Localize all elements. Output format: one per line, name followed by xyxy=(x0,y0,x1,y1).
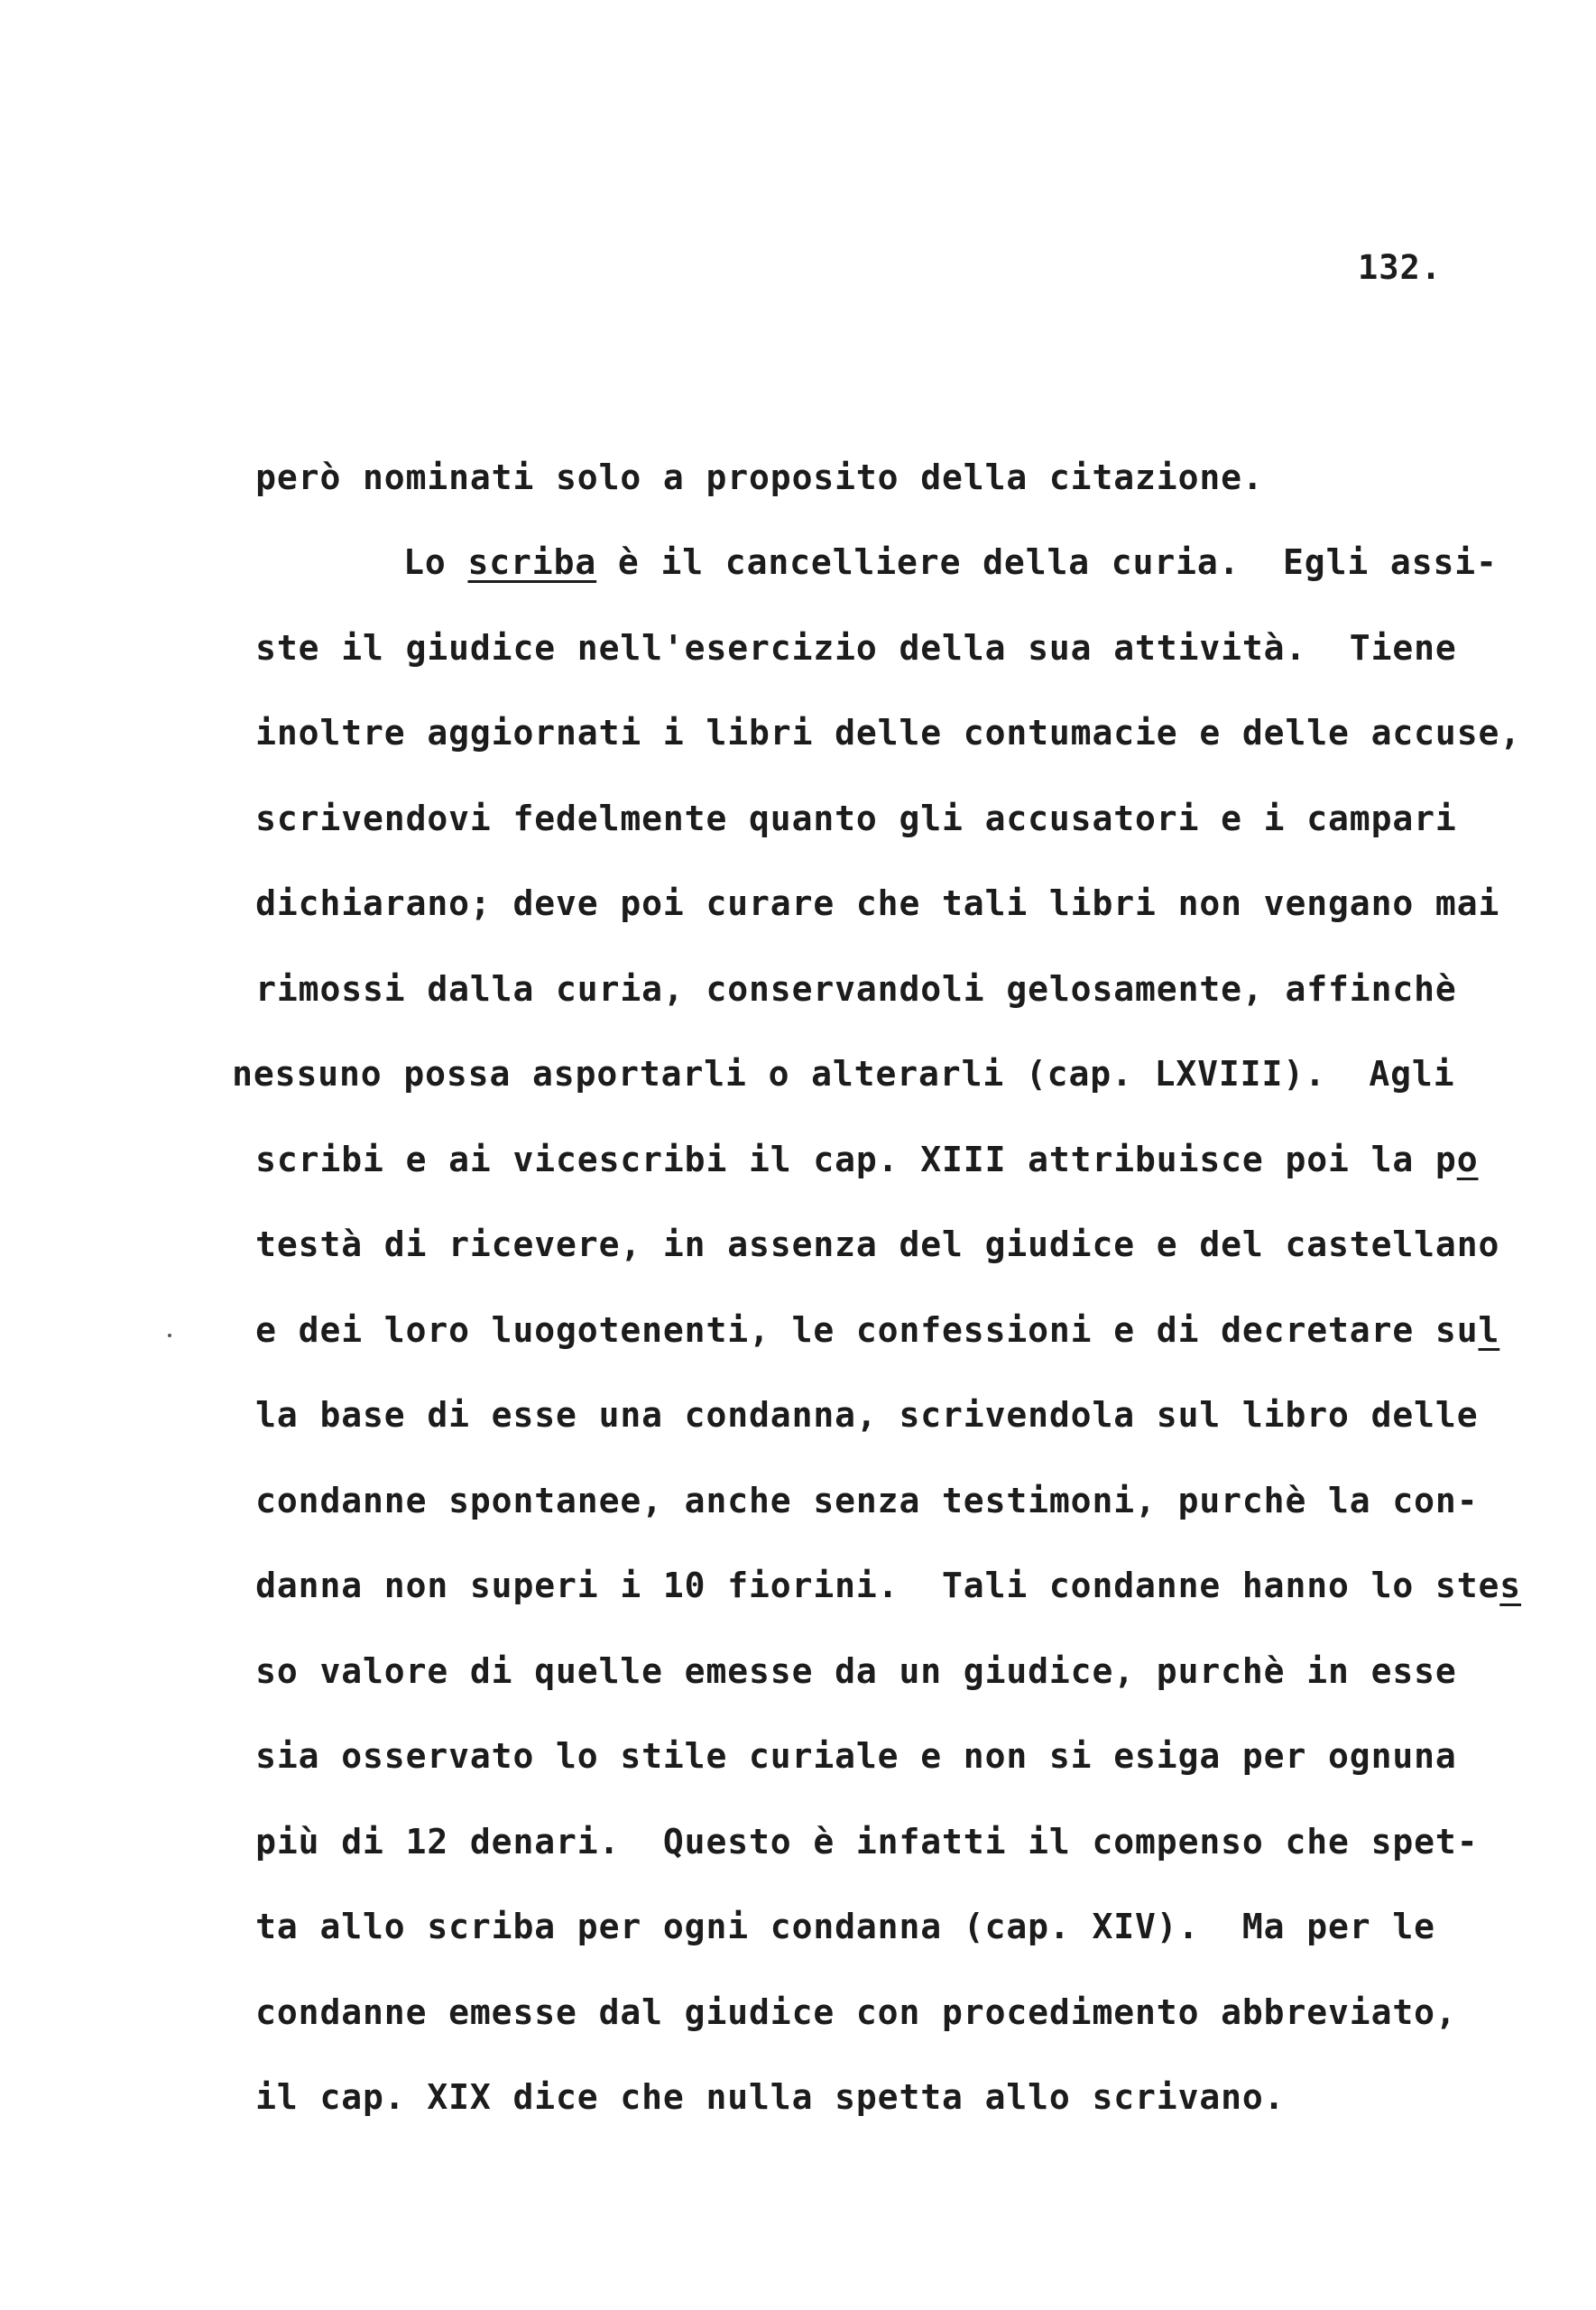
text-line-segment: dichiarano; deve poi curare che tali libri non vengano mai xyxy=(255,883,1500,923)
page-number: 132. xyxy=(1358,248,1443,287)
text-line-segment: sia osservato lo stile curiale e non si esiga per ognuna xyxy=(255,1736,1457,1776)
paper-speck xyxy=(168,1334,171,1337)
underlined-text: o xyxy=(1456,1140,1479,1179)
text-line-segment: condanne emesse dal giudice con procedimento abbreviato, xyxy=(255,1992,1457,2032)
text-line-segment: scrivendovi fedelmente quanto gli accusatori e i campari xyxy=(255,799,1457,838)
text-line-segment: condanne spontanee, anche senza testimoni, purchè la con- xyxy=(255,1481,1479,1520)
underlined-text: s xyxy=(1499,1566,1522,1605)
text-line-segment: scribi e ai vicescribi il cap. XIII attribuisce poi la p xyxy=(255,1140,1457,1179)
text-line-segment: rimossi dalla curia, conservandoli gelosamente, affinchè xyxy=(255,969,1457,1009)
text-line-segment: il cap. XIX dice che nulla spetta allo scrivano. xyxy=(255,2077,1286,2117)
text-line-segment: Lo xyxy=(403,542,468,582)
text-line-segment: nessuno possa asportarli o alterarli (cap. LXVIII). Agli xyxy=(232,1054,1455,1094)
text-line-segment: ta allo scriba per ogni condanna (cap. XIV). Ma per le xyxy=(255,1907,1435,1946)
text-line-segment: e dei loro luogotenenti, le confessioni e di decretare su xyxy=(255,1310,1479,1350)
text-line-segment: la base di esse una condanna, scrivendola sul libro delle xyxy=(255,1395,1479,1435)
underlined-text: scriba xyxy=(467,542,597,582)
text-line-segment: testà di ricevere, in assenza del giudice e del castellano xyxy=(255,1224,1500,1264)
text-line-segment: inoltre aggiornati i libri delle contumacie e delle accuse, xyxy=(255,713,1522,753)
text-line-segment: danna non superi i 10 fiorini. Tali condanne hanno lo ste xyxy=(255,1566,1500,1605)
text-line-segment: ste il giudice nell'esercizio della sua attività. Tiene xyxy=(255,628,1457,668)
text-line-segment: più di 12 denari. Questo è infatti il compenso che spet- xyxy=(255,1822,1479,1862)
text-line-segment: so valore di quelle emesse da un giudice, purchè in esse xyxy=(255,1651,1457,1691)
text-line-segment: è il cancelliere della curia. Egli assi- xyxy=(596,542,1498,582)
underlined-text: l xyxy=(1478,1310,1500,1350)
text-line xyxy=(170,2037,1285,2157)
text-line-segment: però nominati solo a proposito della citazione. xyxy=(255,457,1264,497)
